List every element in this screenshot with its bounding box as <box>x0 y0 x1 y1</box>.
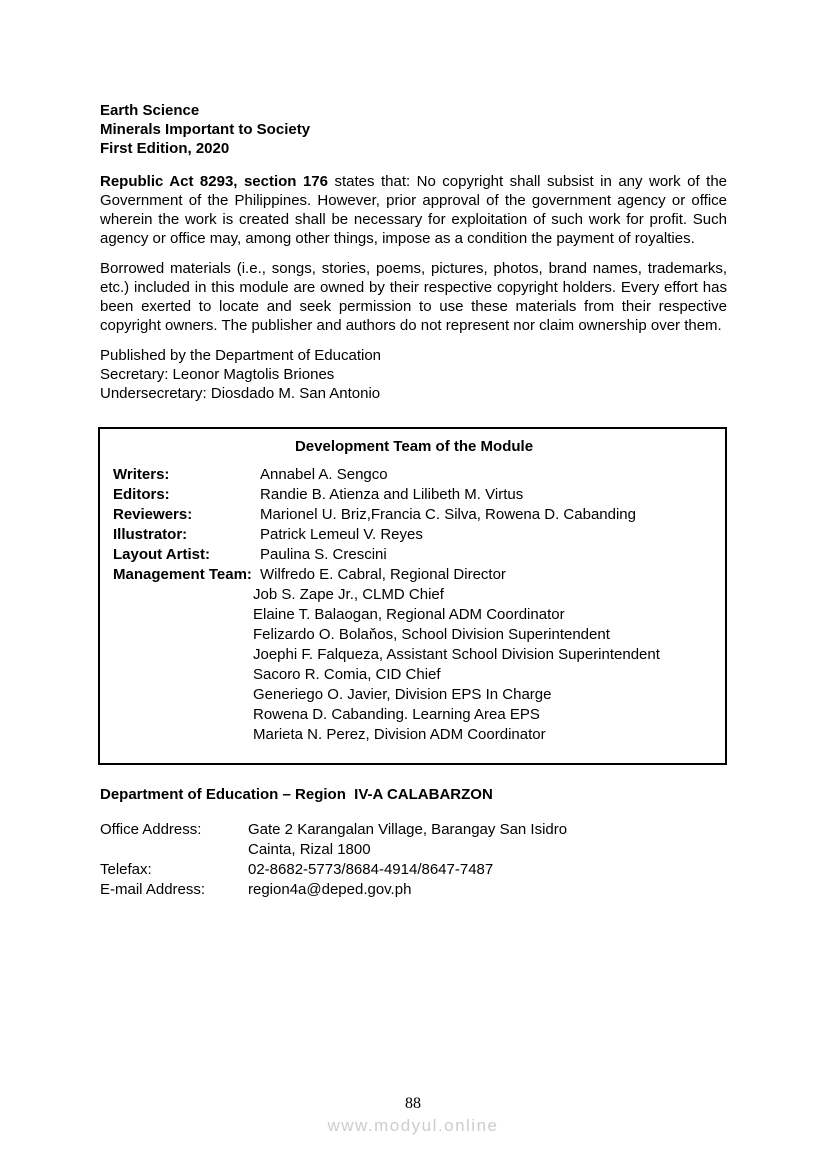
management-team-member: Felizardo O. Bolaňos, School Division Superintendent <box>253 626 610 643</box>
illustrator-label: Illustrator: <box>113 526 188 543</box>
illustrator-value: Patrick Lemeul V. Reyes <box>260 526 423 543</box>
dev-team-row-management <box>113 565 715 585</box>
contact-row-email <box>100 880 727 900</box>
development-team-box <box>98 427 727 765</box>
module-title-block <box>100 101 727 158</box>
office-address-value: Gate 2 Karangalan Village, Barangay San Isidro <box>248 821 568 838</box>
page-content <box>100 101 727 900</box>
management-team-member: Sacoro R. Comia, CID Chief <box>253 666 441 683</box>
published-by-line: Published by the Department of Education <box>100 347 382 364</box>
dev-team-row-reviewers <box>113 505 715 525</box>
telefax-label: Telefax: <box>100 861 152 878</box>
dev-team-row-writers <box>113 465 715 485</box>
watermark: www.modyul.online <box>327 1116 499 1135</box>
region-heading: Department of Education – Region IV-A CALABARZON <box>100 786 493 803</box>
email-value: region4a@deped.gov.ph <box>248 881 412 898</box>
secretary-line: Secretary: Leonor Magtolis Briones <box>100 366 335 383</box>
editors-label: Editors: <box>113 486 170 503</box>
management-team-member: Marieta N. Perez, Division ADM Coordinator <box>253 726 546 743</box>
copyright-paragraph <box>100 172 727 248</box>
module-topic: Minerals Important to Society <box>100 121 311 138</box>
republic-act-text: states that: No copyright shall subsist in any work of the Government of the Philippines. However, prior approval of the government agency or office wherein the work is created shall be necessary for exploitation of such work for profit. Such agency or office may, among other things, impose as a condition the payment of royalties. <box>100 173 728 247</box>
reviewers-label: Reviewers: <box>113 506 193 523</box>
office-address-value-2: Cainta, Rizal 1800 <box>248 841 371 858</box>
layout-artist-value: Paulina S. Crescini <box>260 546 387 563</box>
module-edition: First Edition, 2020 <box>100 140 230 157</box>
publisher-block <box>100 346 727 403</box>
telefax-value: 02-8682-5773/8684-4914/8647-7487 <box>248 861 494 878</box>
writers-label: Writers: <box>113 466 170 483</box>
dev-team-row-editors <box>113 485 715 505</box>
contact-row-office-address <box>100 820 727 840</box>
contact-row-telefax <box>100 860 727 880</box>
email-label: E-mail Address: <box>100 881 206 898</box>
republic-act-lead: Republic Act 8293, section 176 <box>100 173 328 190</box>
management-team-label: Management Team: <box>113 566 252 583</box>
dev-team-row-illustrator <box>113 525 715 545</box>
page-number: 88 <box>405 1095 421 1112</box>
writers-value: Annabel A. Sengco <box>260 466 388 483</box>
management-team-member: Rowena D. Cabanding. Learning Area EPS <box>253 706 540 723</box>
reviewers-value: Marionel U. Briz,Francia C. Silva, Rowena D. Cabanding <box>260 506 636 523</box>
development-team-title: Development Team of the Module <box>294 438 534 455</box>
dev-team-row-layout-artist <box>113 545 715 565</box>
office-address-label-blank <box>100 840 248 860</box>
contact-row-office-address-2 <box>100 840 727 860</box>
editors-value: Randie B. Atienza and Lilibeth M. Virtus <box>260 486 524 503</box>
management-team-member: Joephi F. Falqueza, Assistant School Division Superintendent <box>253 646 660 663</box>
module-subject: Earth Science <box>100 102 200 119</box>
office-address-label: Office Address: <box>100 821 202 838</box>
management-team-member: Elaine T. Balaogan, Regional ADM Coordinator <box>253 606 565 623</box>
borrowed-materials-paragraph: Borrowed materials (i.e., songs, stories, poems, pictures, photos, brand names, trademarks, etc.) included in this module are owned by their respective copyright holders. Every effort has been exerted to locate and seek permission to use these materials from their respective copyright owners. The publisher and authors do not represent nor claim ownership over them. <box>100 260 727 334</box>
layout-artist-label: Layout Artist: <box>113 546 210 563</box>
management-team-member: Generiego O. Javier, Division EPS In Charge <box>253 686 552 703</box>
management-team-value: Wilfredo E. Cabral, Regional Director <box>260 566 506 583</box>
management-team-member: Job S. Zape Jr., CLMD Chief <box>253 586 444 603</box>
contact-block <box>100 820 727 900</box>
undersecretary-line: Undersecretary: Diosdado M. San Antonio <box>100 385 381 402</box>
